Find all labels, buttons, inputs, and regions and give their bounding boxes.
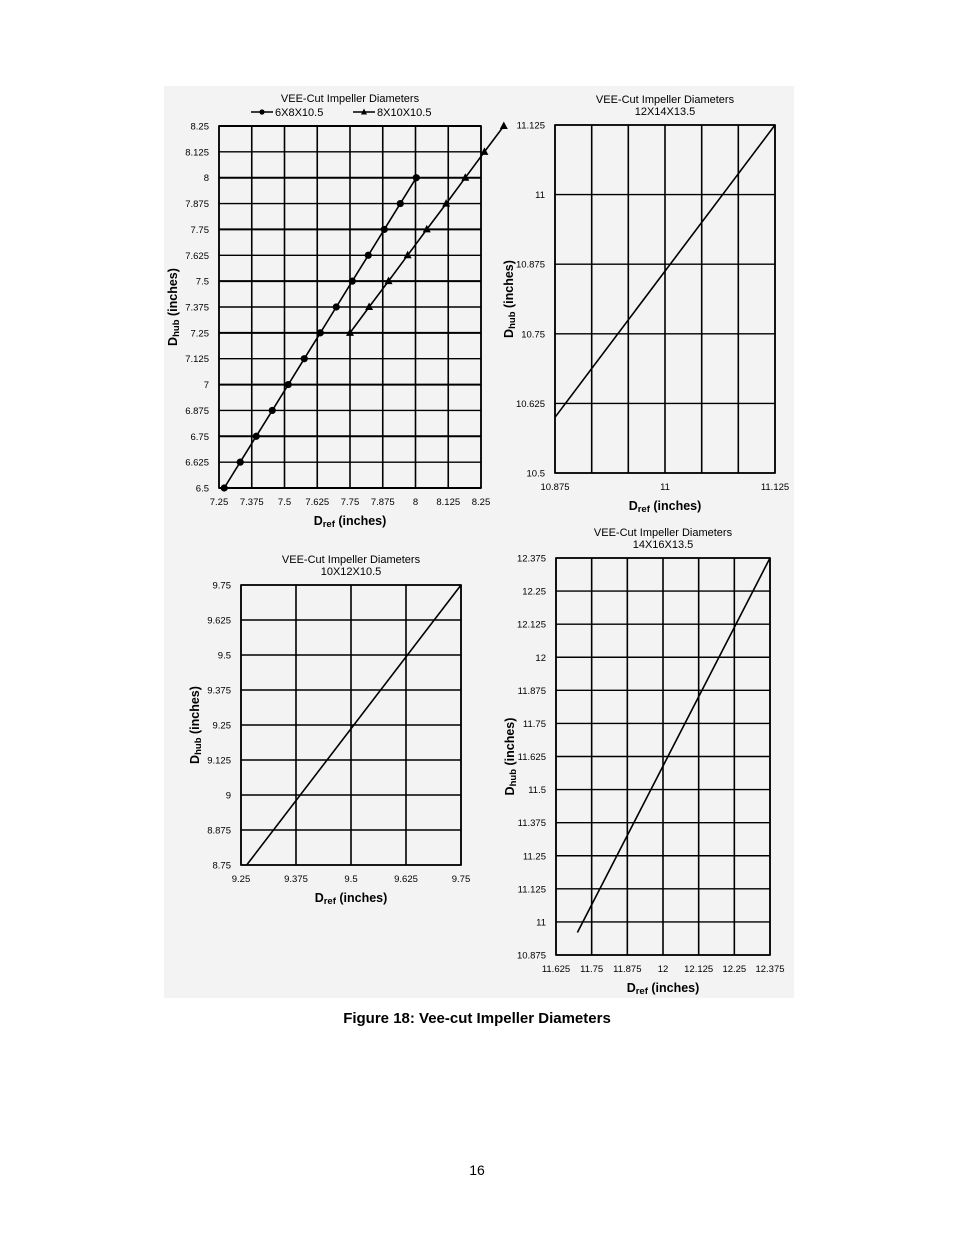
x-tick-label: 9.5 xyxy=(344,874,358,885)
x-tick-label: 9.375 xyxy=(284,874,308,885)
y-tick-label: 6.75 xyxy=(190,431,209,443)
y-tick-label: 7.875 xyxy=(185,199,209,211)
x-tick-label: 12.375 xyxy=(755,964,785,975)
legend-label: 8X10X10.5 xyxy=(377,107,432,119)
x-tick-label: 7.375 xyxy=(239,497,264,508)
y-tick-label: 6.875 xyxy=(185,405,209,417)
y-tick-label: 12.25 xyxy=(522,586,546,598)
y-tick-label: 9.375 xyxy=(207,685,231,697)
x-axis-label: Dref (inches) xyxy=(313,514,387,530)
x-tick-label: 8 xyxy=(412,497,419,508)
x-tick-label: 11 xyxy=(660,482,670,493)
chart-subtitle: 10X12X10.5 xyxy=(320,566,382,578)
y-tick-label: 7.25 xyxy=(190,328,209,340)
legend-label: 6X8X10.5 xyxy=(275,107,324,119)
x-tick-label: 9.25 xyxy=(231,874,251,885)
x-axis-label: Dref (inches) xyxy=(626,981,700,997)
y-tick-label: 8 xyxy=(203,173,209,185)
x-tick-label: 8.125 xyxy=(436,497,461,508)
y-tick-label: 10.875 xyxy=(516,950,546,962)
y-tick-label: 6.625 xyxy=(185,457,209,469)
y-tick-label: 8.25 xyxy=(190,121,209,133)
x-axis-label: Dref (inches) xyxy=(628,499,702,515)
chart-title: VEE-Cut Impeller Diameters xyxy=(280,93,420,105)
y-tick-label: 12 xyxy=(535,652,546,664)
y-tick-label: 11.75 xyxy=(522,718,546,730)
x-tick-label: 12.25 xyxy=(722,964,747,975)
y-tick-label: 11.5 xyxy=(528,785,546,797)
y-tick-label: 11.125 xyxy=(516,120,545,132)
y-tick-label: 11.25 xyxy=(522,851,546,863)
x-tick-label: 7.875 xyxy=(370,497,395,508)
y-tick-label: 8.875 xyxy=(207,825,231,837)
y-tick-label: 11.625 xyxy=(517,752,546,763)
x-tick-label: 11.875 xyxy=(613,964,642,975)
chart-title: VEE-Cut Impeller Diameters xyxy=(281,554,421,566)
x-tick-label: 7.75 xyxy=(340,497,360,508)
y-tick-label: 8.125 xyxy=(185,147,209,159)
x-tick-label: 10.875 xyxy=(540,482,570,493)
y-tick-label: 11.875 xyxy=(517,685,546,697)
x-tick-label: 8.25 xyxy=(471,497,491,508)
y-tick-label: 7.125 xyxy=(185,354,209,366)
x-tick-label: 11.125 xyxy=(760,482,790,493)
y-tick-label: 6.5 xyxy=(195,483,209,495)
x-axis-label: Dref (inches) xyxy=(314,891,388,907)
y-tick-label: 9.125 xyxy=(207,755,231,767)
y-tick-label: 12.125 xyxy=(516,619,546,631)
figure-caption: Figure 18: Vee-cut Impeller Diameters xyxy=(343,1010,611,1027)
y-axis-label: Dhub (inches) xyxy=(503,717,519,796)
y-tick-label: 7.375 xyxy=(185,302,209,314)
y-tick-label: 9 xyxy=(225,790,231,802)
y-tick-label: 11 xyxy=(536,917,546,929)
y-tick-label: 9.5 xyxy=(217,650,231,662)
y-tick-label: 11 xyxy=(535,190,545,202)
chart-title: VEE-Cut Impeller Diameters xyxy=(595,94,735,106)
y-tick-label: 7 xyxy=(203,380,209,392)
y-tick-label: 7.5 xyxy=(195,276,209,288)
y-tick-label: 7.625 xyxy=(185,250,209,262)
y-tick-label: 10.875 xyxy=(515,259,545,271)
chart-subtitle: 12X14X13.5 xyxy=(634,106,696,118)
y-tick-label: 8.75 xyxy=(212,860,231,872)
y-axis-label: Dhub (inches) xyxy=(502,260,518,338)
x-tick-label: 9.75 xyxy=(451,874,471,885)
x-tick-label: 7.625 xyxy=(305,497,330,508)
y-tick-label: 7.75 xyxy=(190,224,209,236)
chart-subtitle: 14X16X13.5 xyxy=(632,539,694,551)
y-tick-label: 9.625 xyxy=(207,615,231,627)
x-tick-label: 7.5 xyxy=(277,497,292,508)
series-line xyxy=(577,558,770,933)
y-tick-label: 9.75 xyxy=(212,580,231,592)
y-tick-label: 9.25 xyxy=(212,720,231,732)
chart-title: VEE-Cut Impeller Diameters xyxy=(593,527,733,539)
x-tick-label: 11.625 xyxy=(541,964,571,975)
x-tick-label: 12.125 xyxy=(684,964,714,975)
x-tick-label: 12 xyxy=(657,964,669,975)
y-tick-label: 11.125 xyxy=(517,884,546,896)
x-tick-label: 7.25 xyxy=(209,497,229,508)
y-tick-label: 11.375 xyxy=(517,818,546,830)
y-tick-label: 10.625 xyxy=(515,398,545,410)
y-tick-label: 10.5 xyxy=(526,468,545,480)
y-tick-label: 12.375 xyxy=(516,553,546,565)
y-axis-label: Dhub (inches) xyxy=(166,268,182,346)
y-axis-label: Dhub (inches) xyxy=(188,686,204,764)
x-tick-label: 9.625 xyxy=(394,874,418,885)
y-tick-label: 10.75 xyxy=(521,329,545,341)
x-tick-label: 11.75 xyxy=(580,964,604,975)
page-number: 16 xyxy=(469,1162,485,1178)
